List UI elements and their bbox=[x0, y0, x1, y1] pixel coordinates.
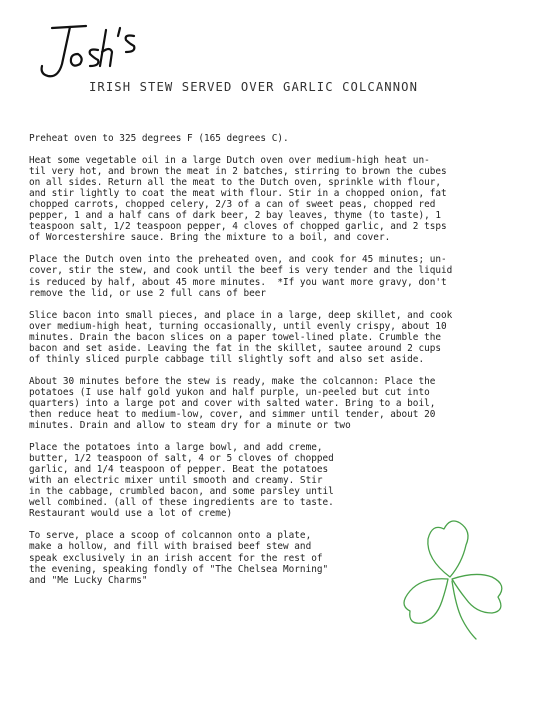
paragraph-mash bbox=[29, 442, 515, 519]
text-line: quarters) into a large pot and cover with salted water. Bring to a boil, bbox=[29, 397, 436, 409]
text-line: pepper, 1 and a half cans of dark beer, 2 bay leaves, thyme (to taste), 1 bbox=[29, 210, 442, 222]
text-line: of thinly sliced purple cabbage till slightly soft and also set aside. bbox=[29, 353, 425, 365]
shamrock-drawing bbox=[392, 515, 512, 645]
recipe-title: IRISH STEW SERVED OVER GARLIC COLCANNON bbox=[89, 80, 419, 94]
text-line: cover, stir the stew, and cook until the beef is very tender and the liquid bbox=[29, 265, 453, 277]
text-line: in the cabbage, crumbled bacon, and some parsley until bbox=[29, 486, 334, 498]
text-line: is reduced by half, about 45 more minutes. *If you want more gravy, don't bbox=[29, 276, 447, 288]
text-line: the evening, speaking fondly of "The Chelsea Morning" bbox=[29, 563, 329, 575]
paragraph-preheat bbox=[29, 133, 515, 144]
text-line: chopped carrots, chopped celery, 2/3 of a can of sweet peas, chopped red bbox=[29, 199, 436, 211]
text-line: Restaurant would use a lot of creme) bbox=[29, 508, 233, 520]
text-line: butter, 1/2 teaspoon of salt, 4 or 5 cloves of chopped bbox=[29, 453, 334, 465]
text-line: minutes. Drain and allow to steam dry for a minute or two bbox=[29, 420, 351, 432]
text-line: minutes. Drain the bacon slices on a paper towel-lined plate. Crumble the bbox=[29, 331, 442, 343]
text-line: Preheat oven to 325 degrees F (165 degrees C). bbox=[29, 133, 289, 144]
text-line: over medium-high heat, turning occasionally, until evenly crispy, about 10 bbox=[29, 320, 447, 332]
text-line: Slice bacon into small pieces, and place in a large, deep skillet, and cook bbox=[29, 309, 453, 321]
paragraph-potatoes bbox=[29, 376, 515, 431]
text-line: with an electric mixer until smooth and creamy. Stir bbox=[29, 475, 323, 487]
text-line: well combined. (all of these ingredients are to taste. bbox=[29, 497, 334, 509]
text-line: Heat some vegetable oil in a large Dutch oven over medium-high heat un- bbox=[29, 155, 430, 167]
text-line: make a hollow, and fill with braised beef stew and bbox=[29, 541, 312, 553]
shamrock-icon bbox=[392, 515, 512, 645]
paragraph-brown-meat bbox=[29, 155, 515, 243]
text-line: potatoes (I use half gold yukon and half purple, un-peeled but cut into bbox=[29, 386, 430, 398]
text-line: teaspoon salt, 1/2 teaspoon pepper, 4 cloves of chopped garlic, and 2 tsps bbox=[29, 221, 447, 233]
text-line: remove the lid, or use 2 full cans of beer bbox=[29, 287, 267, 299]
text-line: garlic, and 1/4 teaspoon of pepper. Beat the potatoes bbox=[29, 464, 329, 476]
text-line: Place the potatoes into a large bowl, and add creme, bbox=[29, 442, 323, 454]
logo-signature-icon bbox=[34, 20, 154, 86]
text-line: Place the Dutch oven into the preheated oven, and cook for 45 minutes; un- bbox=[29, 254, 447, 266]
text-line: bacon and set aside. Leaving the fat in the skillet, sautee around 2 cups bbox=[29, 342, 442, 354]
text-line: til very hot, and brown the meat in 2 batches, stirring to brown the cubes bbox=[29, 166, 447, 178]
josh-handwritten-logo bbox=[34, 20, 154, 86]
text-line: then reduce heat to medium-low, cover, and simmer until tender, about 20 bbox=[29, 408, 436, 420]
text-line: About 30 minutes before the stew is ready, make the colcannon: Place the bbox=[29, 375, 436, 387]
text-line: and stir lightly to coat the meat with flour. Stir in a chopped onion, fat bbox=[29, 188, 447, 200]
text-line: of Worcestershire sauce. Bring the mixture to a boil, and cover. bbox=[29, 232, 391, 244]
text-line: speak exclusively in an irish accent for the rest of bbox=[29, 552, 323, 564]
paragraph-bacon bbox=[29, 310, 515, 365]
text-line: and "Me Lucky Charms" bbox=[29, 574, 148, 586]
text-line: To serve, place a scoop of colcannon onto a plate, bbox=[29, 530, 312, 542]
paragraph-oven bbox=[29, 254, 515, 298]
text-line: on all sides. Return all the meat to the Dutch oven, sprinkle with flour, bbox=[29, 177, 442, 189]
